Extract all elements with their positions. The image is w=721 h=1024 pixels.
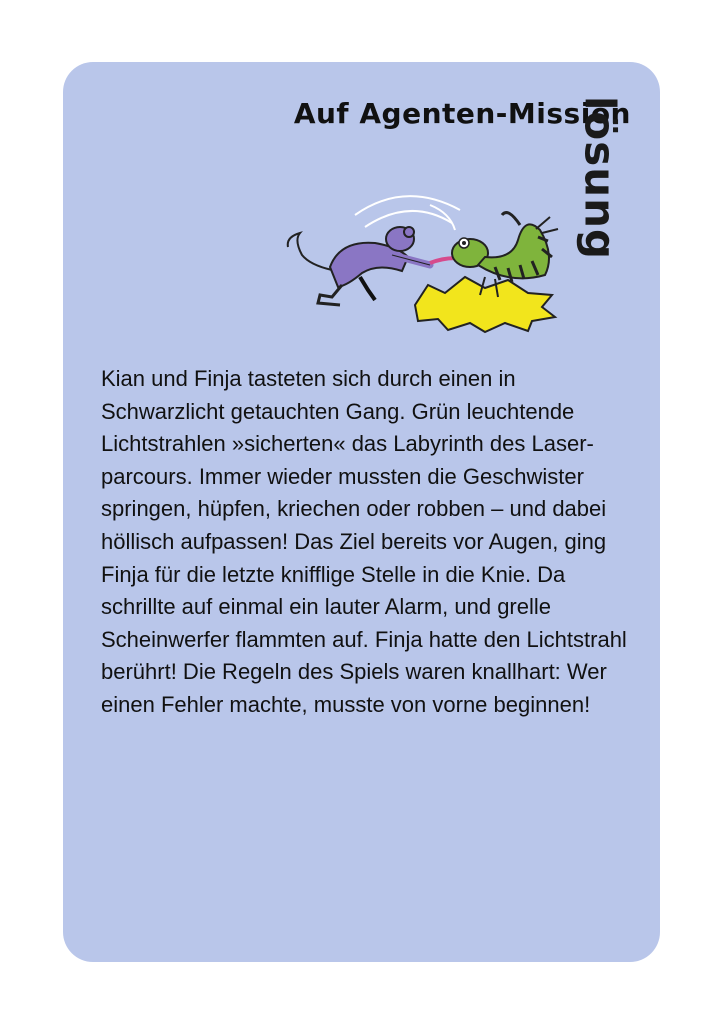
monkey-lizard-illustration — [280, 185, 565, 335]
solution-label-text: lösung — [575, 95, 625, 261]
solution-label — [575, 95, 625, 261]
story-text: Kian und Finja tasteten sich durch einen in Schwarzlicht getauchten Gang. Grün leuchtende Lichtstrahlen »sicherten« das Labyrinth des Laserparcours. Immer wieder mussten die Geschwister springen, hüpfen, kriechen oder robben – und dabei höllisch aufpassen! Das Ziel bereits vor Augen, ging Finja für die letzte knifflige Stelle in die Knie. Da schrillte auf einmal ein lauter Alarm, und grelle Scheinwerfer flammten auf. Finja hatte den Lichtstrahl berührt! Die Regeln des Spiels waren knallhart: Wer einen Fehler machte, musste von vorne beginnen! — [101, 366, 627, 717]
card-title: Auf Agenten-Mission — [293, 97, 631, 130]
